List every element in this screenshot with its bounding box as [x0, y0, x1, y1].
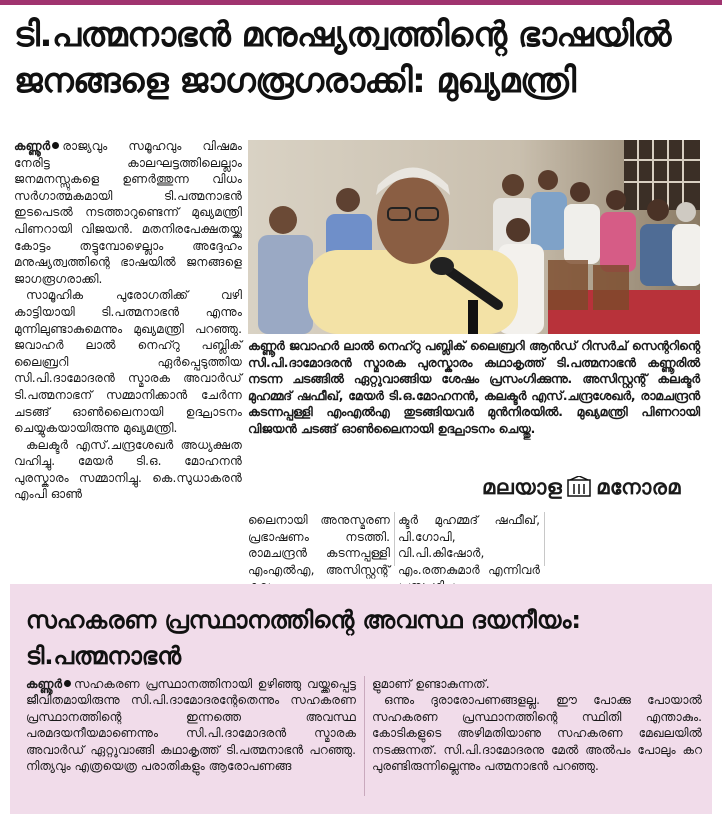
story1-para-3: കലക്ടർ എസ്.ചന്ദ്രശേഖർ അധ്യക്ഷത വഹിച്ചു. മേയർ ടി.ഒ. മോഹനൻ പുരസ്കാരം സമ്മാനിച്ചു. കെ.സുധാകരൻ എംപി ഓൺ	[14, 437, 242, 502]
story1-para-1: കണ്ണൂർ രാജ്യവും സമൂഹവും വിഷമം നേരിട്ട കാലഘട്ടത്തിലെല്ലാം ജനമനസ്സുകളെ ഉണർത്തുന്ന വിധം സർഗാത്മകമായി ടി.പത്മനാഭൻ ഇടപെടൽ നടത്താറുണ്ടെന്ന് മുഖ്യമന്ത്രി പിണറായി വിജയൻ. മതനിരപേക്ഷതയ്ക്കു കോട്ടം തട്ടുമ്പോഴെല്ലാം അദ്ദേഹം മനുഷ്യത്വത്തിന്റെ ഭാഷയിൽ ജനങ്ങളെ ജാഗരൂഗരാക്കി.	[14, 139, 242, 286]
story2-para-1: ളുമാണ് ഉണ്ടാകുന്നത്.	[372, 677, 490, 691]
story1-column-1	[14, 138, 242, 503]
speaker-photo-image	[248, 140, 700, 334]
column-divider	[364, 676, 365, 796]
dateline: കണ്ണൂർ	[26, 677, 63, 691]
story1-column-3: ക്ടർ മുഹമ്മദ് ഷഫീഖ്, പി.ഗോപി, വി.പി.കിഷോർ, എം.രത്നകുമാർ എന്നിവർ	[398, 513, 540, 577]
logo-left-text: മലയാള	[482, 474, 563, 499]
story2-para-2: ഒന്നും ദുരാരോപണങ്ങളല്ല. ഈ പോക്കു പോയാൽ സഹകരണ പ്രസ്ഥാനത്തിന്റെ സ്ഥിതി എന്താകും. കോടികളുടെ അഴിമതിയാണു സഹകരണ മേഖലയിൽ നടക്കുന്നത്. സി.പി.ദാമോദരനു മേൽ അൽപം പോലും കറ പുരണ്ടിരുന്നില്ലെന്നും പത്മനാഭൻ പറഞ്ഞു.	[372, 693, 702, 774]
photo-caption: കണ്ണൂർ ജവാഹർ ലാൽ നെഹ്റു പബ്ലിക് ലൈബ്രറി ആൻഡ് റിസർച് സെന്ററിന്റെ സി.പി.ദാമോദരൻ സ്മാരക പുരസ്കാരം കഥാകൃത്ത് ടി.പത്മനാഭൻ കണ്ണൂരിൽ നടന്ന ചടങ്ങിൽ ഏറ്റുവാങ്ങിയ ശേഷം പ്രസംഗിക്കുന്നു. അസിസ്റ്റന്റ് കലക്ടർ മുഹമ്മദ് ഷഫീഖ്, മേയർ ടി.ഒ.മോഹനൻ, കലക്ടർ എസ്.ചന്ദ്രശേഖർ, രാമചന്ദ്രൻ കടന്നപ്പള്ളി എംഎൽഎ തുടങ്ങിയവർ മുൻനിരയിൽ. മുഖ്യമന്ത്രി പിണറായി വിജയൻ ചടങ്ങ് ഓൺലൈനായി ഉദ്ഘാടനം ചെയ്തു.	[248, 339, 700, 436]
bullet-icon	[52, 142, 59, 149]
story2-title: സഹകരണ പ്രസ്ഥാനത്തിന്റെ അവസ്ഥ ദയനീയം: ടി.പത്മനാഭൻ	[26, 606, 582, 670]
story2-column-1: കണ്ണൂർ സഹകരണ പ്രസ്ഥാനത്തിനായി ഉഴിഞ്ഞു വയ്ക്കപ്പെട്ട ജീവിതമായിരുന്നു സി.പി.ദാമോദരന്റേതെന്നും സഹകരണ പ്രസ്ഥാനത്തിന്റെ ഇന്നത്തെ അവസ്ഥ പരമദയനീയമാണെന്നും സി.പി.ദാമോദരൻ സ്മാരക അവാർഡ് ഏറ്റുവാങ്ങി കഥാകൃത്ത് ടി.പത്മനാഭൻ പറഞ്ഞു. നിത്യവും എത്രയെത്ര പരാതികളും ആരോപണങ്ങ	[26, 677, 356, 774]
headline: ടി.പത്മനാഭൻ മനുഷ്യത്വത്തിന്റെ ഭാഷയിൽ ജനങ്ങളെ ജാഗരൂഗരാക്കി: മുഖ്യമന്ത്രി	[14, 15, 671, 101]
manorama-crest-icon	[566, 476, 592, 498]
bullet-icon	[64, 680, 71, 687]
news-photo	[248, 140, 700, 334]
dateline: കണ്ണൂർ	[14, 139, 51, 153]
column-divider	[394, 512, 395, 566]
malayala-manorama-logo	[482, 474, 681, 500]
story1-para-2: സാമൂഹിക പുരോഗതിക്ക് വഴി കാട്ടിയായി ടി.പത്മനാഭൻ എന്നും മുന്നിലുണ്ടാകുമെന്നും മുഖ്യമന്ത്രി പറഞ്ഞു. ജവാഹർ ലാൽ നെഹ്റു പബ്ലിക് ലൈബ്രറി ഏർപ്പെടുത്തിയ സി.പി.ദാമോദരൻ സ്മാരക അവാർഡ് ടി.പത്മനാഭന് സമ്മാനിക്കാൻ ചേർന്ന ചടങ്ങ് ഓൺലൈനായി ഉദ്ഘാടനം ചെയ്യുകയായിരുന്നു മുഖ്യമന്ത്രി.	[14, 288, 242, 436]
column-divider	[544, 512, 545, 566]
story1-column-2: ലൈനായി അനുസ്മരണ പ്രഭാഷണം നടത്തി. രാമചന്ദ്രൻ കടന്നപ്പള്ളി എംഎൽഎ, അസിസ്റ്റന്റ്	[248, 513, 390, 577]
logo-right-text: മനോരമ	[596, 474, 681, 499]
story2-column-2	[372, 676, 702, 774]
top-accent-bar	[0, 0, 722, 5]
